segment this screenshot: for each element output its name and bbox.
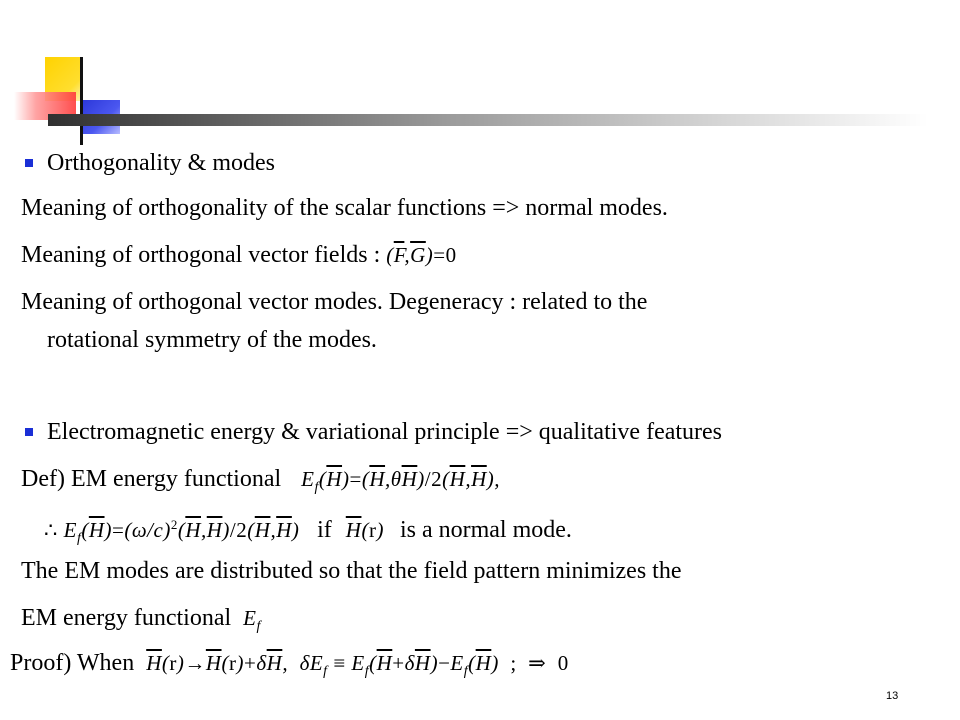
logo-vertical-line xyxy=(80,57,83,145)
slide-logo-decoration xyxy=(0,0,960,150)
if-word: if xyxy=(317,517,332,543)
text-line-energy-functional xyxy=(21,603,261,642)
text-line-scalar-orthogonality: Meaning of orthogonality of the scalar functions => normal modes. xyxy=(21,195,668,221)
energy-functional-equation: $E_f(\overline{H})=(\overline{H},\theta\overline{H})/2(\overline{H},\overline{H})$, xyxy=(301,467,500,496)
energy-functional-label: EM energy functional xyxy=(21,605,232,631)
bullet-heading-energy: Electromagnetic energy & variational principle => qualitative features xyxy=(47,419,723,445)
proof-label: Proof) When xyxy=(10,650,135,676)
orthogonality-equation: $(\overline{F},\overline{G})=0$ xyxy=(386,243,457,267)
normal-mode-text: is a normal mode. xyxy=(399,517,572,543)
ef-symbol: $E_f$ xyxy=(243,606,261,635)
text-line-vector-fields xyxy=(21,240,457,270)
text-line-minimize: The EM modes are distributed so that the field pattern minimizes the xyxy=(21,558,682,584)
proof-equation: $\overline{H}(r)\to\overline{H}(r)+\delta\overline{H}$, $\delta E_f \equiv E_f(\overline{H}+\delta\overline{H})-E_f(\overline{H})$ ; ⇒ 0 xyxy=(146,651,569,680)
h-of-r-symbol: $\overline{H}(r)$ xyxy=(345,518,384,542)
therefore-equation: ∴ $E_f(\overline{H})=(\omega/c)^2(\overline{H},\overline{H})/2(\overline{H},\overline{H})$ xyxy=(44,517,306,547)
bullet-heading-orthogonality: Orthogonality & modes xyxy=(47,150,275,176)
text-line-normal-mode xyxy=(44,510,572,554)
vector-fields-label: Meaning of orthogonal vector fields : xyxy=(21,242,381,268)
definition-label: Def) EM energy functional xyxy=(21,466,282,492)
page-number: 13 xyxy=(886,690,899,702)
text-line-proof xyxy=(10,648,569,687)
bullet-marker xyxy=(25,159,33,167)
text-line-definition xyxy=(21,464,500,503)
text-line-rotational-symmetry: rotational symmetry of the modes. xyxy=(47,327,377,353)
bullet-marker xyxy=(25,428,33,436)
header-rule xyxy=(48,114,928,126)
text-line-vector-modes: Meaning of orthogonal vector modes. Degeneracy : related to the xyxy=(21,289,648,315)
